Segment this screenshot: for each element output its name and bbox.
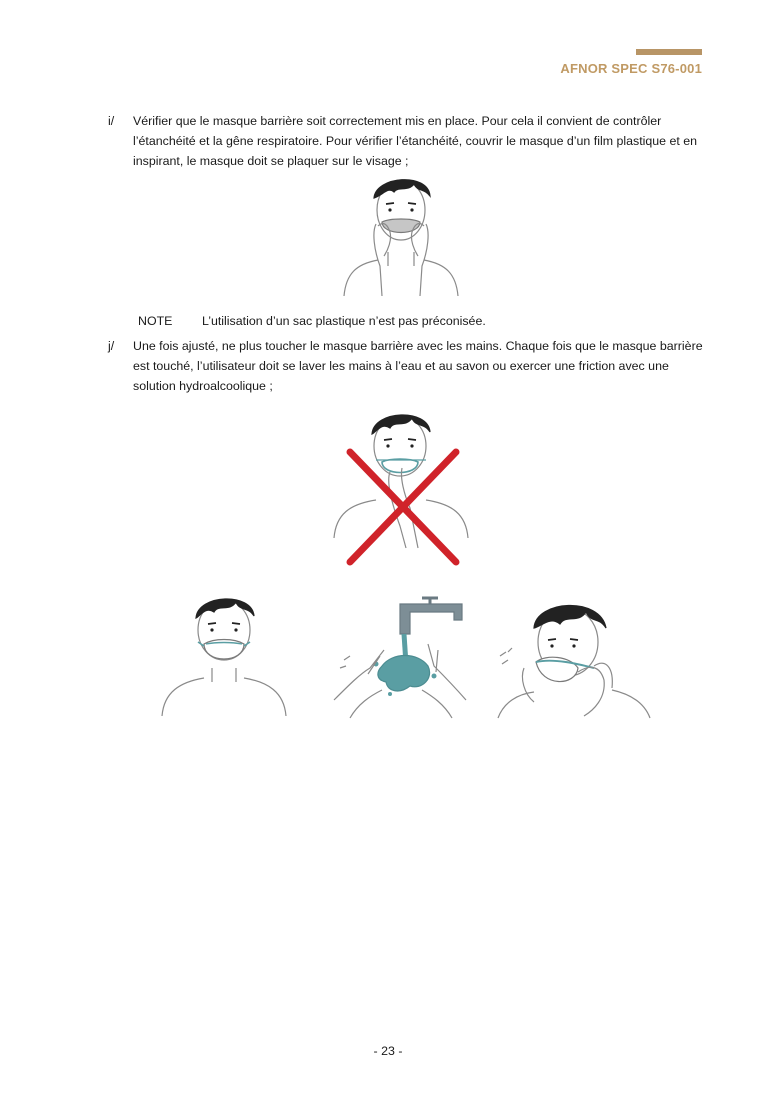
illustration-do-not-touch: [330, 408, 472, 566]
header-accent-bar: [636, 49, 702, 55]
note-text: L’utilisation d’un sac plastique n’est pas préconisée.: [202, 314, 486, 328]
item-marker: i/: [108, 114, 115, 128]
note-label: NOTE: [138, 314, 173, 328]
illustration-mask-removal: [494, 598, 654, 722]
item-text: Une fois ajusté, ne plus toucher le masque barrière avec les mains. Chaque fois que le masque barrière est touché, l’utilisateur doit se laver les mains à l’eau et au savon ou exercer une friction avec une solution hydroalcoolique ;: [133, 339, 703, 393]
list-item-i: [108, 111, 706, 171]
item-text: Vérifier que le masque barrière soit correctement mis en place. Pour cela il convient de contrôler l’étanchéité et la gêne respiratoire. Pour vérifier l’étanchéité, couvrir le masque d’un film plastique et en inspirant, le masque doit se plaquer sur le visage ;: [133, 114, 698, 168]
note: [138, 311, 486, 331]
item-marker: j/: [108, 339, 115, 353]
list-item-j: [108, 336, 706, 396]
illustration-hand-washing: [330, 594, 470, 720]
document-reference: AFNOR SPEC S76-001: [560, 61, 702, 76]
illustration-mask-worn: [158, 592, 290, 718]
illustration-seal-check: [338, 170, 464, 298]
page-number: - 23 -: [373, 1044, 403, 1058]
